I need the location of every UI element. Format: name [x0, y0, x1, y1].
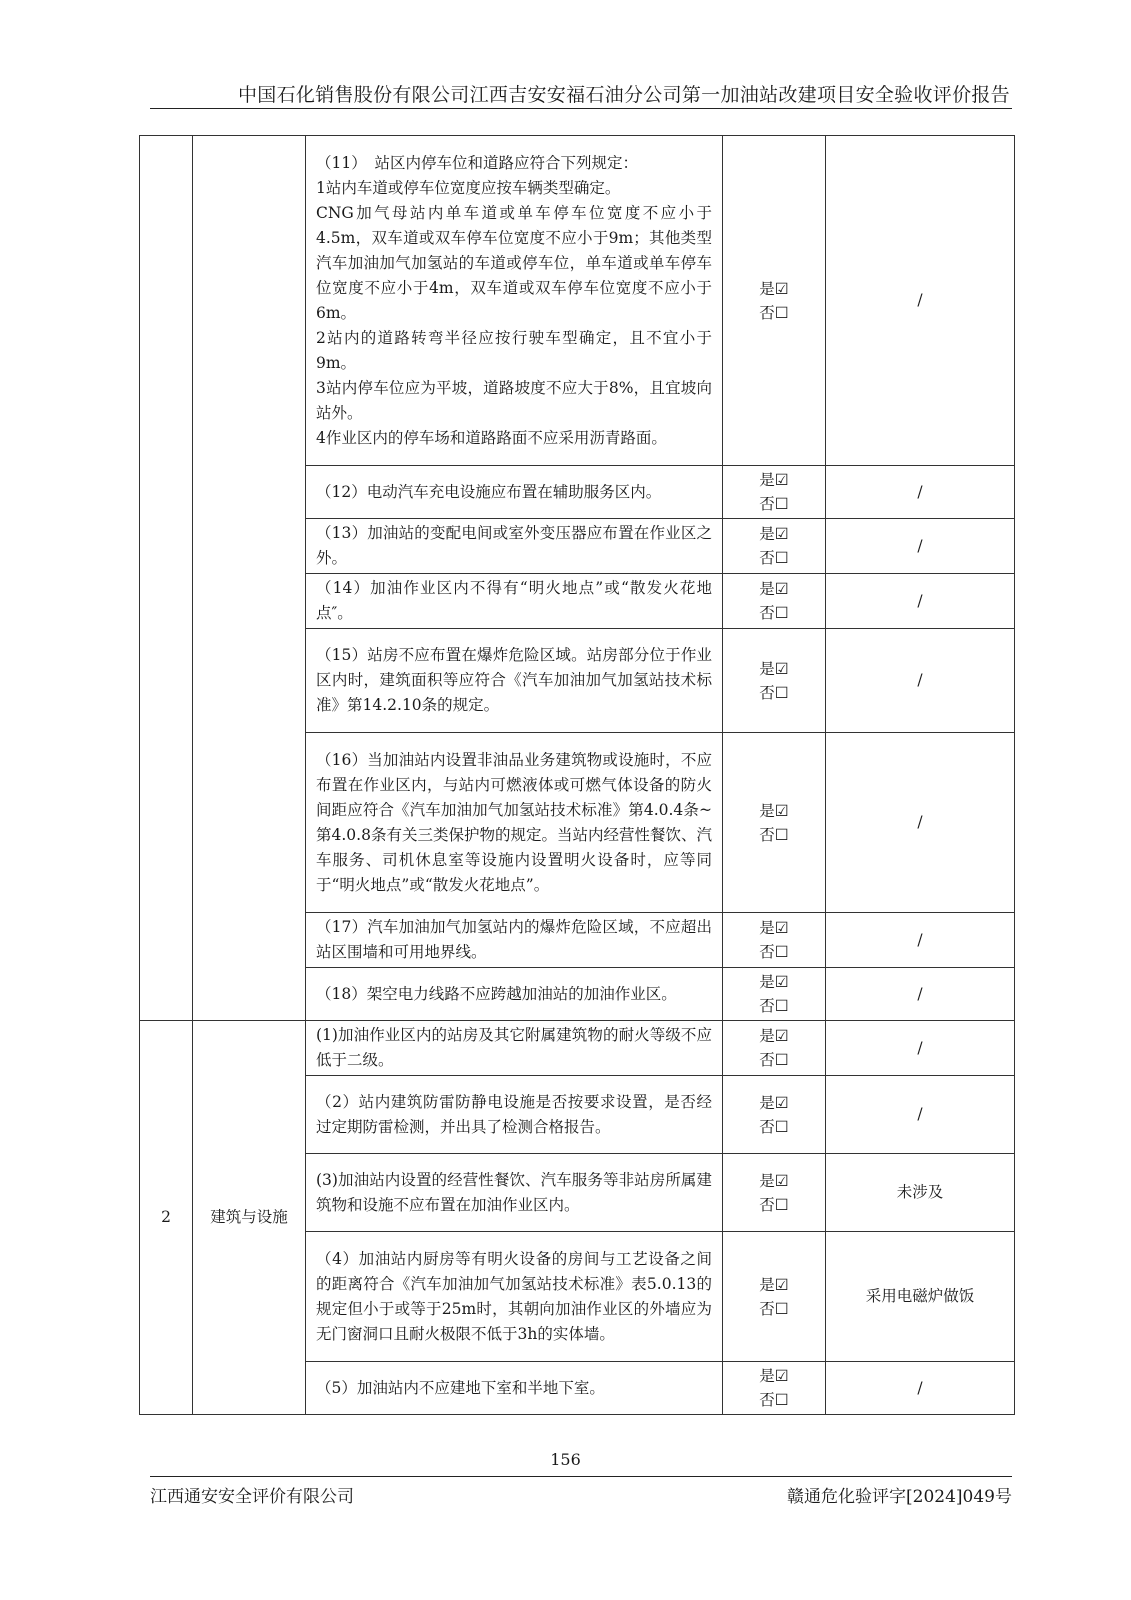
requirement-cell: [306, 913, 723, 968]
requirement-text: （18）架空电力线路不应跨越加油站的加油作业区。: [316, 984, 677, 1003]
result-cell: [723, 466, 826, 519]
remark-cell: /: [826, 136, 1015, 466]
requirement-text: （5）加油站内不应建地下室和半地下室。: [316, 1378, 605, 1397]
yes-checked-option: 是☑: [759, 1275, 789, 1294]
remark-cell: /: [826, 733, 1015, 913]
requirement-text: 4作业区内的停车场和道路路面不应采用沥青路面。: [316, 428, 667, 447]
no-unchecked-option: 否☐: [759, 604, 789, 622]
requirement-cell: [306, 1076, 723, 1154]
requirement-text: （2）站内建筑防雷防静电设施是否按要求设置，是否经过定期防雷检测，并出具了检测合格报告。: [316, 1092, 712, 1136]
requirement-text: （14）加油作业区内不得有“明火地点”或“散发火花地点″。: [316, 579, 712, 622]
result-cell: [723, 733, 826, 913]
result-cell: [723, 1076, 826, 1154]
item-number-cell: 2: [140, 1021, 193, 1415]
requirement-text: 2站内的道路转弯半径应按行驶车型确定，且不宜小于9m。: [316, 328, 712, 372]
remark-cell: /: [826, 1076, 1015, 1154]
yes-checked-option: 是☑: [759, 279, 789, 298]
yes-checked-option: 是☑: [759, 1093, 789, 1112]
result-cell: [723, 519, 826, 574]
no-unchecked-option: 否☐: [759, 1391, 789, 1409]
requirement-text: （16）当加油站内设置非油品业务建筑物或设施时，不应布置在作业区内，与站内可燃液体或可燃气体设备的防火间距应符合《汽车加油加气加氢站技术标准》第4.0.4条~第4.0.8条有关三类保护物的规定。当站内经营性餐饮、汽车服务、司机休息室等设施内设置明火设备时，应等同于“明火地点”或“散发火花地点”。: [316, 750, 712, 894]
requirement-text: CNG加气母站内单车道或单车停车位宽度不应小于4.5m，双车道或双车停车位宽度不应小于9m；其他类型汽车加油加气加氢站的车道或停车位，单车道或单车停车位宽度不应小于4m，双车道或双车停车位宽度不应小于6m。: [316, 203, 712, 322]
result-cell: [723, 1362, 826, 1415]
table-row: [140, 1021, 1015, 1076]
footer-rule: [150, 1476, 1012, 1477]
table-row: [140, 136, 1015, 466]
requirement-text: （4）加油站内厨房等有明火设备的房间与工艺设备之间的距离符合《汽车加油加气加氢站技术标准》表5.0.13的规定但小于或等于25m时，其朝向加油作业区的外墙应为无门窗洞口且耐火极限不低于3h的实体墙。: [316, 1249, 712, 1343]
yes-checked-option: 是☑: [759, 580, 789, 598]
requirement-cell: [306, 574, 723, 629]
remark-cell: /: [826, 629, 1015, 733]
no-unchecked-option: 否☐: [759, 943, 789, 961]
remark-cell: /: [826, 1021, 1015, 1076]
requirement-text: 1站内车道或停车位宽度应按车辆类型确定。: [316, 178, 621, 197]
remark-cell: /: [826, 1362, 1015, 1415]
requirement-cell: [306, 1232, 723, 1362]
yes-checked-option: 是☑: [759, 659, 789, 678]
requirement-text: （15）站房不应布置在爆炸危险区域。站房部分位于作业区内时，建筑面积等应符合《汽车加油加气加氢站技术标准》第14.2.10条的规定。: [316, 646, 712, 714]
no-unchecked-option: 否☐: [759, 683, 789, 702]
category-cell: [193, 136, 306, 1021]
header-rule: [150, 108, 1012, 109]
no-unchecked-option: 否☐: [759, 1299, 789, 1318]
category-cell: 建筑与设施: [193, 1021, 306, 1415]
requirement-cell: [306, 629, 723, 733]
yes-checked-option: 是☑: [759, 525, 789, 543]
remark-cell: /: [826, 519, 1015, 574]
no-unchecked-option: 否☐: [759, 1195, 789, 1214]
yes-checked-option: 是☑: [759, 1027, 789, 1045]
requirement-text: （17）汽车加油加气加氢站内的爆炸危险区域，不应超出站区围墙和可用地界线。: [316, 918, 712, 961]
result-cell: [723, 1154, 826, 1232]
remark-cell: /: [826, 574, 1015, 629]
page-header-title: 中国石化销售股份有限公司江西吉安安福石油分公司第一加油站改建项目安全验收评价报告: [237, 84, 1010, 106]
requirement-cell: [306, 136, 723, 466]
result-cell: [723, 574, 826, 629]
no-unchecked-option: 否☐: [759, 549, 789, 567]
requirement-cell: [306, 519, 723, 574]
no-unchecked-option: 否☐: [759, 303, 789, 322]
remark-cell: /: [826, 968, 1015, 1021]
footer-report-number: 赣通危化验评字[2024]049号: [787, 1487, 1012, 1507]
yes-checked-option: 是☑: [759, 919, 789, 937]
result-cell: [723, 1021, 826, 1076]
requirement-cell: [306, 1154, 723, 1232]
footer-company: 江西通安安全评价有限公司: [150, 1487, 354, 1507]
result-cell: [723, 1232, 826, 1362]
remark-cell: 采用电磁炉做饭: [826, 1232, 1015, 1362]
remark-cell: 未涉及: [826, 1154, 1015, 1232]
result-cell: [723, 629, 826, 733]
no-unchecked-option: 否☐: [759, 1051, 789, 1069]
yes-checked-option: 是☑: [759, 1171, 789, 1190]
requirement-cell: [306, 466, 723, 519]
no-unchecked-option: 否☐: [759, 1117, 789, 1136]
result-cell: [723, 913, 826, 968]
result-cell: [723, 968, 826, 1021]
no-unchecked-option: 否☐: [759, 825, 789, 844]
requirement-text: (1)加油作业区内的站房及其它附属建筑物的耐火等级不应低于二级。: [316, 1026, 712, 1069]
yes-checked-option: 是☑: [759, 973, 789, 991]
result-cell: [723, 136, 826, 466]
requirement-text: 3站内停车位应为平坡，道路坡度不应大于8%，且宜坡向站外。: [316, 378, 712, 422]
yes-checked-option: 是☑: [759, 1367, 789, 1385]
no-unchecked-option: 否☐: [759, 997, 789, 1015]
page-number: 156: [550, 1450, 581, 1469]
yes-checked-option: 是☑: [759, 471, 789, 489]
evaluation-table: [139, 135, 1015, 1415]
yes-checked-option: 是☑: [759, 801, 789, 820]
requirement-text: （11） 站区内停车位和道路应符合下列规定：: [316, 153, 638, 172]
remark-cell: /: [826, 466, 1015, 519]
item-number-cell: [140, 136, 193, 1021]
no-unchecked-option: 否☐: [759, 495, 789, 513]
requirement-cell: [306, 733, 723, 913]
remark-cell: /: [826, 913, 1015, 968]
requirement-text: （13）加油站的变配电间或室外变压器应布置在作业区之外。: [316, 524, 712, 567]
requirement-text: (3)加油站内设置的经营性餐饮、汽车服务等非站房所属建筑物和设施不应布置在加油作业区内。: [316, 1170, 712, 1214]
requirement-cell: [306, 968, 723, 1021]
requirement-cell: [306, 1362, 723, 1415]
requirement-cell: [306, 1021, 723, 1076]
requirement-text: （12）电动汽车充电设施应布置在辅助服务区内。: [316, 482, 662, 501]
